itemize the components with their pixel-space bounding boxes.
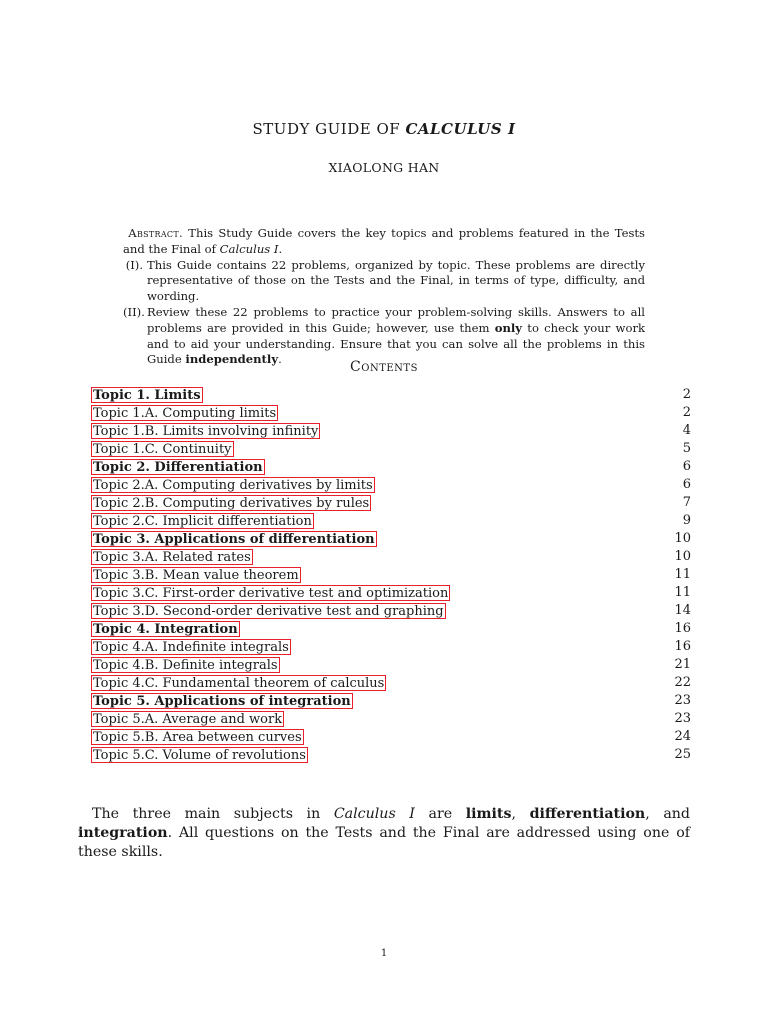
abstract — [123, 226, 645, 368]
abstract-item-text: This Guide contains 22 problems, organized by topic. These problems are directly representative of those on the Tests and the Final, in terms of type, difficulty, and wording. — [147, 257, 645, 304]
abstract-item-text-c: . — [278, 352, 282, 367]
toc-subtopic-row — [91, 602, 691, 620]
toc-page-number: 5 — [682, 441, 691, 456]
toc-page-number: 16 — [674, 639, 691, 654]
toc-link[interactable]: Topic 3.B. Mean value theorem — [93, 567, 299, 583]
toc-subtopic-row — [91, 404, 691, 422]
toc-page-number: 11 — [674, 567, 691, 582]
emphasis-integration: integration — [78, 825, 168, 841]
toc-page-number: 14 — [674, 603, 691, 618]
toc-page-number: 7 — [682, 495, 691, 510]
emphasis-only: only — [494, 320, 523, 335]
toc-link[interactable]: Topic 5.A. Average and work — [93, 711, 283, 727]
toc-page-number: 16 — [674, 621, 691, 636]
abstract-item-text-b: to check your work and to aid your understanding. Ensure that you can solve all the problems in this Guide — [147, 320, 646, 367]
toc-subtopic-row — [91, 422, 691, 440]
toc-page-number: 9 — [682, 513, 691, 528]
emphasis-limits: limits — [465, 806, 512, 822]
toc-page-number: 23 — [674, 711, 691, 726]
toc-link[interactable]: Topic 3.D. Second-order derivative test and graphing — [93, 603, 444, 619]
paragraph-comma: , — [511, 806, 516, 822]
toc-link[interactable]: Topic 2.B. Computing derivatives by rules — [93, 495, 370, 511]
abstract-intro-text: This Study Guide covers the key topics and problems featured in the Tests and the Final of — [123, 226, 646, 256]
emphasis-differentiation: differentiation — [529, 806, 646, 822]
toc-subtopic-row — [91, 566, 691, 584]
abstract-item-1 — [123, 258, 645, 305]
intro-paragraph — [78, 805, 690, 862]
toc-page-number: 22 — [674, 675, 691, 690]
emphasis-independently: independently — [185, 352, 279, 367]
paragraph-text-a: The three main subjects in — [92, 806, 321, 822]
title-prefix: STUDY GUIDE OF — [252, 120, 401, 138]
toc-topic-row — [91, 620, 691, 638]
toc-topic-row — [91, 386, 691, 404]
toc-page-number: 25 — [674, 747, 691, 762]
paragraph-text-b: are — [428, 806, 453, 822]
toc-link[interactable]: Topic 3. Applications of differentiation — [93, 531, 375, 547]
title-course: CALCULUS I — [405, 120, 516, 138]
toc-link[interactable]: Topic 3.A. Related rates — [93, 549, 251, 565]
toc-link[interactable]: Topic 4.A. Indefinite integrals — [93, 639, 289, 655]
toc-page-number: 10 — [674, 531, 691, 546]
toc-subtopic-row — [91, 440, 691, 458]
toc-subtopic-row — [91, 512, 691, 530]
toc-subtopic-row — [91, 728, 691, 746]
toc-link[interactable]: Topic 1.C. Continuity — [93, 441, 232, 457]
toc-page-number: 6 — [682, 459, 691, 474]
toc-link[interactable]: Topic 5. Applications of integration — [93, 693, 351, 709]
toc-subtopic-row — [91, 674, 691, 692]
toc-link[interactable]: Topic 5.C. Volume of revolutions — [93, 747, 306, 763]
contents-heading: Contents — [350, 359, 418, 375]
toc-topic-row — [91, 530, 691, 548]
toc-link[interactable]: Topic 1.A. Computing limits — [93, 405, 277, 421]
paragraph-text-d: . All questions on the Tests and the Final are addressed using one of these skills. — [78, 825, 690, 860]
paragraph-text-c: , and — [645, 806, 691, 822]
author-name: XIAOLONG HAN — [328, 160, 440, 175]
toc-subtopic-row — [91, 638, 691, 656]
toc-link[interactable]: Topic 4.B. Definite integrals — [93, 657, 278, 673]
toc-page-number: 21 — [674, 657, 691, 672]
abstract-item-number: (I). — [125, 257, 143, 272]
toc-page-number: 23 — [674, 693, 691, 708]
toc-page-number: 2 — [682, 405, 691, 420]
toc-link[interactable]: Topic 3.C. First-order derivative test and optimization — [93, 585, 449, 601]
table-of-contents — [91, 386, 691, 764]
toc-topic-row — [91, 458, 691, 476]
abstract-item-number: (II). — [123, 304, 145, 319]
toc-subtopic-row — [91, 710, 691, 728]
toc-page-number: 2 — [682, 387, 691, 402]
abstract-intro-course: Calculus I — [219, 241, 279, 256]
toc-link[interactable]: Topic 4. Integration — [93, 621, 238, 637]
toc-page-number: 24 — [674, 729, 691, 744]
abstract-intro-end: . — [278, 241, 283, 256]
page-number: 1 — [380, 948, 388, 959]
toc-page-number: 10 — [674, 549, 691, 564]
abstract-label: Abstract. — [128, 226, 183, 240]
toc-subtopic-row — [91, 656, 691, 674]
toc-link[interactable]: Topic 2.A. Computing derivatives by limits — [93, 477, 373, 493]
abstract-item-text-a: Review these 22 problems to practice your problem-solving skills. Answers to all problems are provided in this Guide; however, use them — [147, 304, 645, 335]
toc-subtopic-row — [91, 548, 691, 566]
document-title — [0, 120, 768, 138]
toc-link[interactable]: Topic 2. Differentiation — [93, 459, 263, 475]
toc-topic-row — [91, 692, 691, 710]
toc-subtopic-row — [91, 584, 691, 602]
toc-link[interactable]: Topic 2.C. Implicit differentiation — [93, 513, 312, 529]
toc-subtopic-row — [91, 476, 691, 494]
toc-subtopic-row — [91, 494, 691, 512]
abstract-intro — [123, 226, 645, 258]
toc-subtopic-row — [91, 746, 691, 764]
toc-page-number: 6 — [682, 477, 691, 492]
toc-link[interactable]: Topic 4.C. Fundamental theorem of calculus — [93, 675, 385, 691]
paragraph-course: Calculus I — [333, 806, 415, 822]
toc-page-number: 11 — [674, 585, 691, 600]
toc-link[interactable]: Topic 1.B. Limits involving infinity — [93, 423, 319, 439]
toc-page-number: 4 — [682, 423, 691, 438]
toc-link[interactable]: Topic 5.B. Area between curves — [93, 729, 302, 745]
toc-link[interactable]: Topic 1. Limits — [93, 387, 201, 403]
